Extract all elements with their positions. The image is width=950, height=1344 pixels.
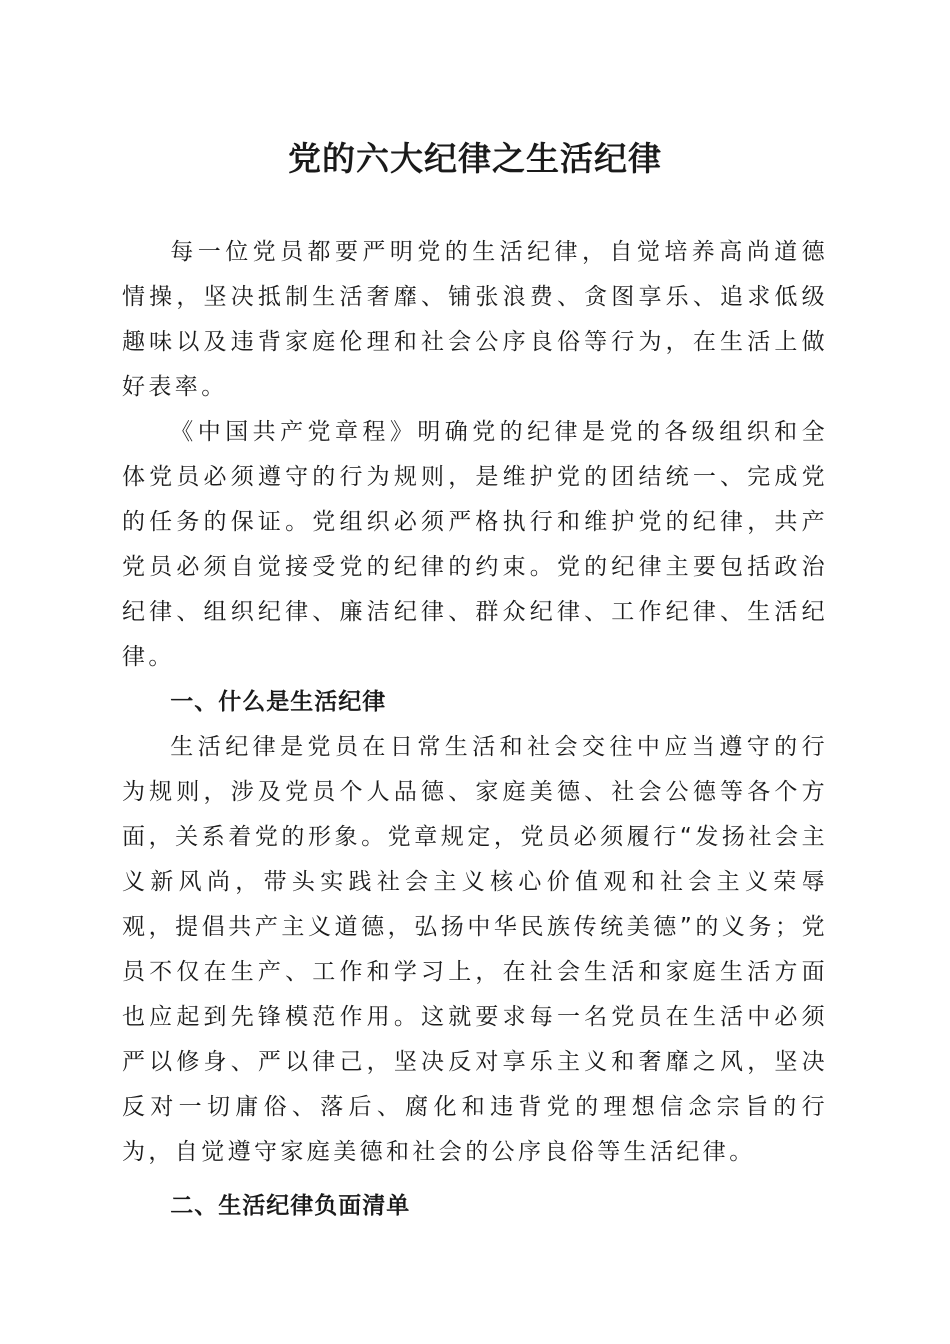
document-body [122, 230, 828, 1229]
page-title: 党的六大纪律之生活纪律 [288, 139, 662, 178]
constitution-paragraph: 《中国共产党章程》明确党的纪律是党的各级组织和全体党员必须遵守的行为规则，是维护党的团结统一、完成党的任务的保证。党组织必须严格执行和维护党的纪律，共产党员必须自觉接受党的纪律的约束。党的纪律主要包括政治纪律、组织纪律、廉洁纪律、群众纪律、工作纪律、生活纪律。 [122, 419, 828, 670]
section-paragraph-life-discipline: 生活纪律是党员在日常生活和社会交往中应当遵守的行为规则，涉及党员个人品德、家庭美德、社会公德等各个方面，关系着党的形象。党章规定，党员必须履行“发扬社会主义新风尚，带头实践社会主义核心价值观和社会主义荣辱观，提倡共产主义道德，弘扬中华民族传统美德”的义务；党员不仅在生产、工作和学习上，在社会生活和家庭生活方面也应起到先锋模范作用。这就要求每一名党员在生活中必须严以修身、严以律己，坚决反对享乐主义和奢靡之风，坚决反对一切庸俗、落后、腐化和违背党的理想信念宗旨的行为，自觉遵守家庭美德和社会的公序良俗等生活纪律。 [122, 734, 828, 1165]
intro-paragraph: 每一位党员都要严明党的生活纪律，自觉培养高尚道德情操，坚决抵制生活奢靡、铺张浪费、贪图享乐、追求低级趣味以及违背家庭伦理和社会公序良俗等行为，在生活上做好表率。 [122, 239, 828, 400]
section-heading-negative-list: 二、生活纪律负面清单 [170, 1193, 411, 1219]
section-heading-what-is-life-discipline: 一、什么是生活纪律 [170, 689, 387, 715]
